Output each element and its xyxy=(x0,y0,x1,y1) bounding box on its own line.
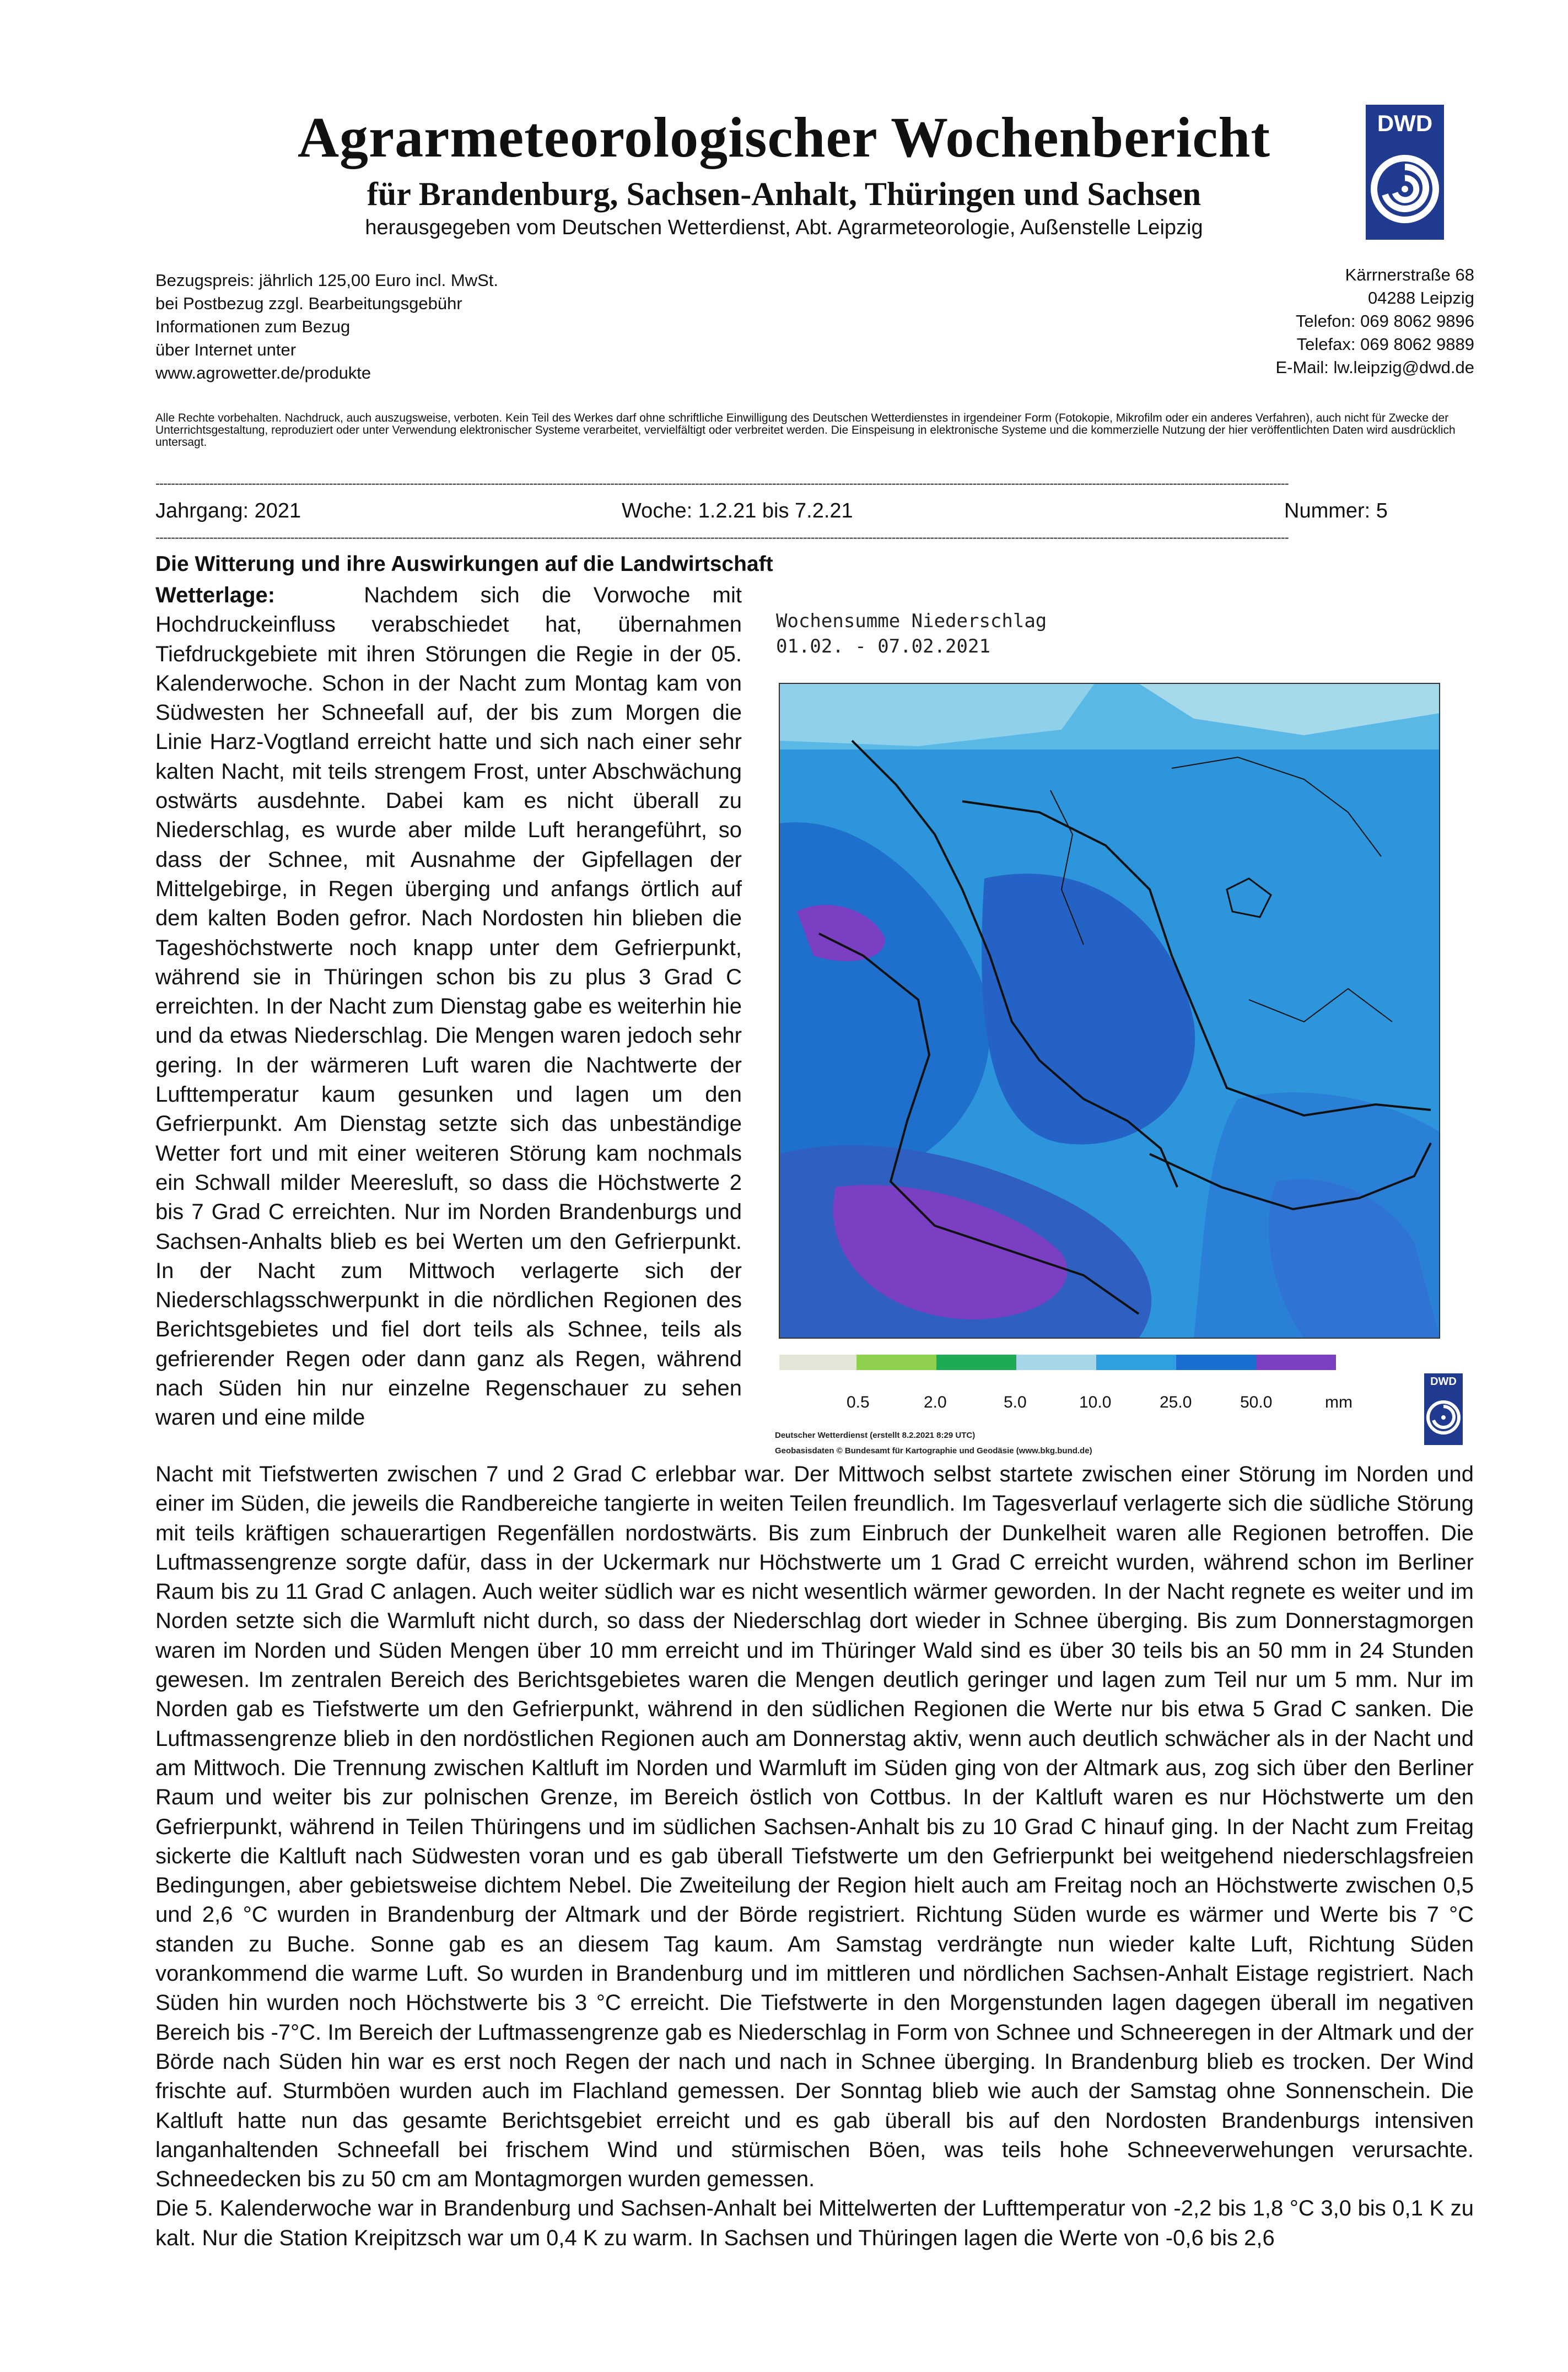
article-continuation xyxy=(155,1460,1474,2253)
info-line: Informationen zum Bezug xyxy=(155,317,351,336)
map-graphic xyxy=(753,603,1472,1472)
separator-bottom: ------------------------------------------------------------------------------------------------------------------------------------------------------------------------------------------------------------------------------------------------------------------------------------------------------ xyxy=(155,530,1289,545)
map-dwd-logo xyxy=(1424,1373,1463,1445)
legend-swatch xyxy=(1176,1355,1256,1370)
separator-top: ------------------------------------------------------------------------------------------------------------------------------------------------------------------------------------------------------------------------------------------------------------------------------------------------------ xyxy=(155,476,1289,491)
legend-label: 0.5 xyxy=(847,1393,870,1411)
legend-swatch xyxy=(779,1355,856,1370)
phone: Telefon: 069 8062 9896 xyxy=(1295,311,1474,331)
info-line: bei Postbezug zzgl. Bearbeitungsgebühr xyxy=(155,294,462,313)
fax: Telefax: 069 8062 9889 xyxy=(1296,335,1474,354)
legend-swatch xyxy=(1096,1355,1176,1370)
map-credit: Deutscher Wetterdienst (erstellt 8.2.2021 8:29 UTC) xyxy=(775,1431,976,1440)
section-heading: Die Witterung und ihre Auswirkungen auf die Landwirtschaft xyxy=(155,552,773,576)
dwd-spiral-icon xyxy=(1370,142,1440,230)
map-credit: Geobasisdaten © Bundesamt für Kartographie und Geodäsie (www.bkg.bund.de) xyxy=(775,1446,1092,1455)
article-column xyxy=(155,581,742,1433)
info-link[interactable]: www.agrowetter.de/produkte xyxy=(155,363,371,382)
email-link[interactable]: E-Mail: lw.leipzig@dwd.de xyxy=(1275,358,1474,377)
column-text: Nachdem sich die Vorwoche mit Hochdruckeinfluss verabschiedet hat, übernahmen Tiefdruckgebiete mit ihren Störungen die Regie in der 05. Kalenderwoche. Schon in der Nacht zum Montag kam von Südwesten her Schneefall auf, der bis zum Morgen die Linie Harz-Vogtland erreicht hatte und sich nach einer sehr kalten Nacht, mit teils strengem Frost, unter Abschwächung ostwärts ausdehnte. Dabei kam es nicht überall zu Niederschlag, es wurde aber milde Luft herangeführt, so dass der Schnee, mit Ausnahme der Gipfellagen der Mittelgebirge, in Regen überging und anfangs örtlich auf dem kalten Boden gefror. Nach Nordosten hin blieben die Tageshöchstwerte noch knapp unter dem Gefrierpunkt, während sie in Thüringen schon bis zu plus 3 Grad C erreichten. In der Nacht zum Dienstag gabe es weiterhin hie und da etwas Niederschlag. Die Mengen waren jedoch sehr gering. In der wärmeren Luft waren die Nachtwerte der Lufttemperatur kaum gesunken und lagen um den Gefrierpunkt. Am Dienstag setzte sich das unbeständige Wetter fort und mit einer weiteren Störung kam nochmals ein Schwall milder Meeresluft, so dass die Höchstwerte 2 bis 7 Grad C erreichten. Nur im Norden Brandenburgs und Sachsen-Anhalts blieb es bei Werten um den Gefrierpunkt. In der Nacht zum Mittwoch verlagerte sich der Niederschlagsschwerpunkt in die nördlichen Regionen des Berichtsgebietes und fiel dort teils als Schnee, teils als gefrierender Regen oder dann ganz als Regen, während nach Süden hin nur einzelne Regenschauer zu sehen waren und eine milde xyxy=(155,583,742,1430)
legend-swatch xyxy=(856,1355,936,1370)
issue-week: Woche: 1.2.21 bis 7.2.21 xyxy=(622,499,853,522)
rights-notice: Alle Rechte vorbehalten. Nachdruck, auch auszugsweise, verboten. Kein Teil des Werkes darf ohne schriftliche Einwilligung des Deutschen Wetterdienstes in irgendeiner Form (Fotokopie, Mikrofilm oder ein anderes Verfahren), auch nicht für Zwecke der Unterrichtsgestaltung, reproduziert oder unter Verwendung elektronischer Systeme verarbeitet, vervielfältigt oder verbreitet werden. Die Einspeisung in elektronische Systeme und die kommerzielle Nutzung der hier veröffentlichten Daten wird ausdrücklich untersagt. xyxy=(155,412,1456,449)
legend-label: 10.0 xyxy=(1079,1393,1112,1411)
paragraph: Nacht mit Tiefstwerten zwischen 7 und 2 Grad C erlebbar war. Der Mittwoch selbst startete zwischen einer Störung im Norden und einer im Süden, die jeweils die Randbereiche tangierte in weiten Teilen freundlich. Im Tagesverlauf verlagerte sich die südliche Störung mit teils kräftigen schauerartigen Regenfällen nordostwärts. Bis zum Einbruch der Dunkelheit waren alle Regionen betroffen. Die Luftmassengrenze sorgte dafür, dass in der Uckermark nur Höchstwerte um 1 Grad C erreicht wurden, während schon im Berliner Raum bis zu 11 Grad C anlagen. Auch weiter südlich war es nicht wesentlich wärmer geworden. In der Nacht regnete es weiter und im Norden setzte sich die Warmluft nicht durch, so dass der Niederschlag dort wieder in Schnee überging. Bis zum Donnerstagmorgen waren im Norden und Süden Mengen über 10 mm erreicht und im Thüringer Wald sind es über 30 teils bis an 50 mm in 24 Stunden gewesen. Im zentralen Bereich des Berichtsgebietes waren die Mengen deutlich geringer und lagen zum Teil nur um 5 mm. Nur im Norden gab es Tiefstwerte um den Gefrierpunkt, während in den südlichen Regionen die Werte nur bis etwa 5 Grad C sanken. Die Luftmassengrenze blieb in den nordöstlichen Regionen auch am Donnerstag aktiv, wenn auch deutlich schwächer als in der Nacht und am Mittwoch. Die Trennung zwischen Kaltluft im Norden und Warmluft im Süden ging von der Altmark aus, zog sich über den Berliner Raum und weiter bis zur polnischen Grenze, im Bereich östlich von Cottbus. In der Kaltluft waren es nur Höchstwerte um den Gefrierpunkt, während in Teilen Thüringens und im südlichen Sachsen-Anhalt bis zu 10 Grad C hinauf ging. In der Nacht zum Freitag sickerte die Kaltluft nach Südwesten voran und es gab überall Tiefstwerte um den Gefrierpunkt bei weitgehend niederschlagsfreien Bedingungen, aber gebietsweise dichtem Nebel. Die Zweiteilung der Region hielt auch am Freitag noch an Höchstwerte zwischen 0,5 und 2,6 °C wurden in Brandenburg der Altmark und der Börde registriert. Richtung Süden wurde es wärmer und Werte bis 7 °C standen zu Buche. Sonne gab es an diesem Tag kaum. Am Samstag verdrängte nun wieder kalte Luft, Richtung Süden vorankommend die warme Luft. So wurden in Brandenburg und im mittleren und nördlichen Sachsen-Anhalt Eistage registriert. Nach Süden hin wurden noch Höchstwerte bis 3 °C erreicht. Die Tiefstwerte in den Morgenstunden lagen dagegen überall im negativen Bereich bis -7°C. Im Bereich der Luftmassengrenze gab es Niederschlag in Form von Schnee und Schneeregen in der Altmark und der Börde nach Süden hin war es erst noch Regen der nach und nach in Schnee überging. In Brandenburg blieb es trocken. Der Wind frischte auf. Sturmböen wurden auch im Flachland gemessen. Der Sonntag blieb wie auch der Samstag ohne Sonnenschein. Die Kaltluft hatte nun das gesamte Berichtsgebiet erreicht und es gab überall bis auf den Nordosten Brandenburgs intensiven langanhaltenden Schneefall bei frischem Wind und stürmischen Böen, was teils hohe Schneeverwehungen verursachte. Schneedecken bis zu 50 cm am Montagmorgen wurden gemessen. xyxy=(155,1462,1474,2192)
legend-label: 5.0 xyxy=(1004,1393,1027,1411)
address-city: 04288 Leipzig xyxy=(1367,288,1474,308)
dwd-logo-text: DWD xyxy=(1377,110,1433,136)
subscription-info xyxy=(155,269,498,385)
dwd-logo xyxy=(1366,105,1444,240)
map-title-line1: Wochensumme Niederschlag xyxy=(776,610,1047,632)
lead-label: Wetterlage: xyxy=(155,583,276,607)
precipitation-map xyxy=(753,603,1472,1472)
legend-label: 50.0 xyxy=(1240,1393,1273,1411)
map-title-line2: 01.02. - 07.02.2021 xyxy=(776,635,990,657)
dwd-spiral-icon xyxy=(1424,1390,1463,1445)
legend-label: 25.0 xyxy=(1160,1393,1192,1411)
info-line: über Internet unter xyxy=(155,340,297,359)
report-title: Agrarmeteorologischer Wochenbericht xyxy=(297,106,1271,169)
info-line: Bezugspreis: jährlich 125,00 Euro incl. MwSt. xyxy=(155,271,499,290)
report-subtitle: für Brandenburg, Sachsen-Anhalt, Thüringen und Sachsen xyxy=(367,176,1201,212)
legend-label: 2.0 xyxy=(924,1393,947,1411)
paragraph: Die 5. Kalenderwoche war in Brandenburg und Sachsen-Anhalt bei Mittelwerten der Lufttemperatur von -2,2 bis 1,8 °C 3,0 bis 0,1 K zu kalt. Nur die Station Kreipitzsch war um 0,4 K zu warm. In Sachsen und Thüringen lagen die Werte von -0,6 bis 2,6 xyxy=(155,2196,1474,2250)
legend-swatch xyxy=(1256,1355,1336,1370)
publisher-line: herausgegeben vom Deutschen Wetterdienst, Abt. Agrarmeteorologie, Außenstelle Leipzig xyxy=(365,216,1203,239)
legend-unit: mm xyxy=(1325,1393,1353,1411)
legend-swatch xyxy=(936,1355,1016,1370)
address-street: Kärrnerstraße 68 xyxy=(1345,265,1474,284)
issue-number: Nummer: 5 xyxy=(1284,499,1388,522)
issue-year: Jahrgang: 2021 xyxy=(155,499,301,522)
map-logo-text: DWD xyxy=(1430,1376,1457,1388)
contact-info xyxy=(1275,263,1474,379)
legend-swatch xyxy=(1016,1355,1096,1370)
